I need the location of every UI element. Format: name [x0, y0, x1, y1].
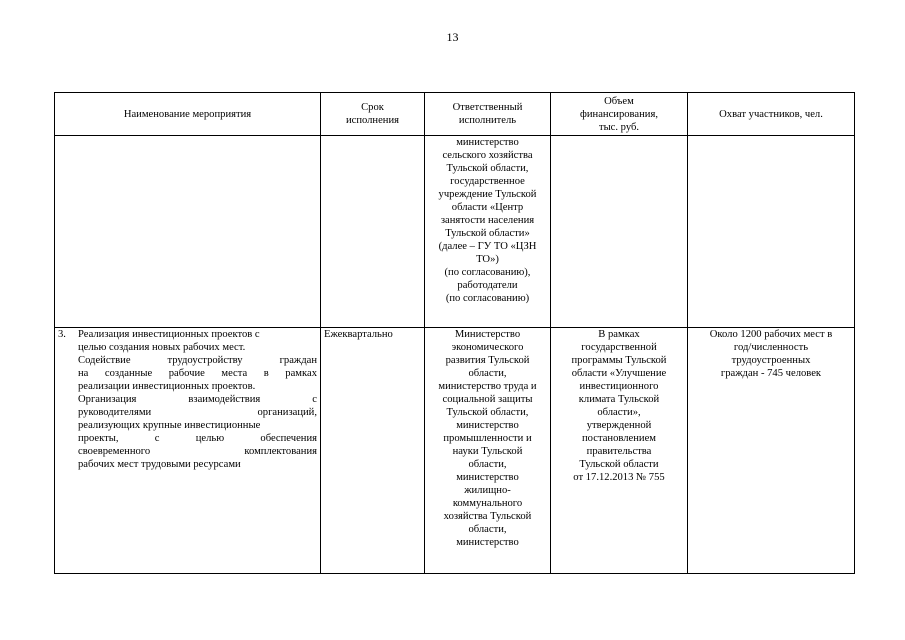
text-line: (далее – ГУ ТО «ЦЗН [438, 241, 537, 252]
cell-term-item-3 [321, 328, 425, 574]
cell-coverage-item-3 [688, 328, 855, 574]
cell-executor-item-3 [425, 328, 551, 574]
cell-name-item-3 [55, 328, 321, 574]
table-row-item-3 [55, 328, 855, 574]
text-line: от 17.12.2013 № 755 [573, 472, 665, 483]
text-line: Содействие трудоустройству граждан [78, 355, 317, 366]
text-line: рабочих мест трудовыми ресурсами [78, 459, 241, 470]
header-executor: Ответственный исполнитель [425, 93, 551, 136]
text-line: своевременного комплектования [78, 446, 317, 457]
text-line: развития Тульской [445, 355, 530, 366]
header-coverage: Охват участников, чел. [688, 93, 855, 136]
funding-lines-item-3 [554, 328, 684, 484]
header-name: Наименование мероприятия [55, 93, 321, 136]
text-line: области «Улучшение [571, 368, 667, 379]
text-line: правительства [586, 446, 652, 457]
executor-lines-item-3 [428, 328, 547, 549]
term-value: Ежеквартально [324, 329, 393, 340]
text-line: Тульской области [579, 459, 659, 470]
text-line: инвестиционного [579, 381, 659, 392]
text-line: (по согласованию) [445, 293, 530, 304]
text-line: руководителями организаций, [78, 407, 317, 418]
text-line: жилищно- [464, 485, 511, 496]
text-line: Организация взаимодействия с [78, 394, 317, 405]
text-line: учреждение Тульской [438, 189, 537, 200]
cell-funding-empty [551, 136, 688, 328]
text-line: климата Тульской [578, 394, 660, 405]
text-line: хозяйства Тульской [443, 511, 532, 522]
header-term: Срок исполнения [321, 93, 425, 136]
text-line: (по согласованию), [444, 267, 531, 278]
text-line: министерство труда и [438, 381, 537, 392]
text-line: постановлением [582, 433, 656, 444]
text-line: В рамках [598, 329, 640, 340]
cell-term-empty [321, 136, 425, 328]
text-line: министерство [456, 137, 519, 148]
executor-lines-continued [428, 136, 547, 305]
text-line: год/численность [733, 342, 809, 353]
text-line: области, [468, 524, 507, 535]
text-line: области», [597, 407, 641, 418]
item-number: 3. [58, 329, 66, 340]
text-line: области «Центр [451, 202, 524, 213]
text-line: трудоустроенных [731, 355, 811, 366]
cell-funding-item-3 [551, 328, 688, 574]
text-line: министерство [456, 472, 519, 483]
text-line: сельского хозяйства [442, 150, 533, 161]
cell-executor-continued [425, 136, 551, 328]
text-line: на созданные рабочие места в рамках [78, 368, 317, 379]
table-row-continuation [55, 136, 855, 328]
text-line: утвержденной [586, 420, 652, 431]
text-line: реализующих крупные инвестиционные [78, 420, 261, 431]
text-line: целью создания новых рабочих мест. [78, 342, 246, 353]
event-description [78, 328, 317, 471]
text-line: занятости населения [440, 215, 535, 226]
header-funding: Объем финансирования, тыс. руб. [551, 93, 688, 136]
text-line: ТО») [476, 254, 499, 265]
text-line: экономического [451, 342, 524, 353]
text-line: проекты, с целью обеспечения [78, 433, 317, 444]
text-line: государственное [450, 176, 525, 187]
text-line: науки Тульской [452, 446, 523, 457]
text-line: реализации инвестиционных проектов. [78, 381, 256, 392]
text-line: Реализация инвестиционных проектов с [78, 329, 260, 340]
text-line: Около 1200 рабочих мест в [709, 329, 833, 340]
text-line: Тульской области, [446, 163, 529, 174]
text-line: работодатели [457, 280, 518, 291]
text-line: области, [468, 368, 507, 379]
text-line: области, [468, 459, 507, 470]
text-line: социальной защиты [442, 394, 533, 405]
text-line: коммунального [452, 498, 523, 509]
text-line: программы Тульской [571, 355, 667, 366]
text-line: граждан - 745 человек [720, 368, 822, 379]
page-number: 13 [446, 30, 459, 44]
table-header-row [55, 93, 855, 136]
text-line: государственной [581, 342, 657, 353]
text-line: промышленности и [443, 433, 532, 444]
text-line: Тульской области» [445, 228, 530, 239]
text-line: министерство [456, 537, 519, 548]
text-line: министерство [456, 420, 519, 431]
text-line: Тульской области, [446, 407, 529, 418]
coverage-lines-item-3 [691, 328, 851, 380]
cell-coverage-empty [688, 136, 855, 328]
measures-table [54, 92, 855, 574]
text-line: Министерство [454, 329, 521, 340]
cell-name-empty [55, 136, 321, 328]
